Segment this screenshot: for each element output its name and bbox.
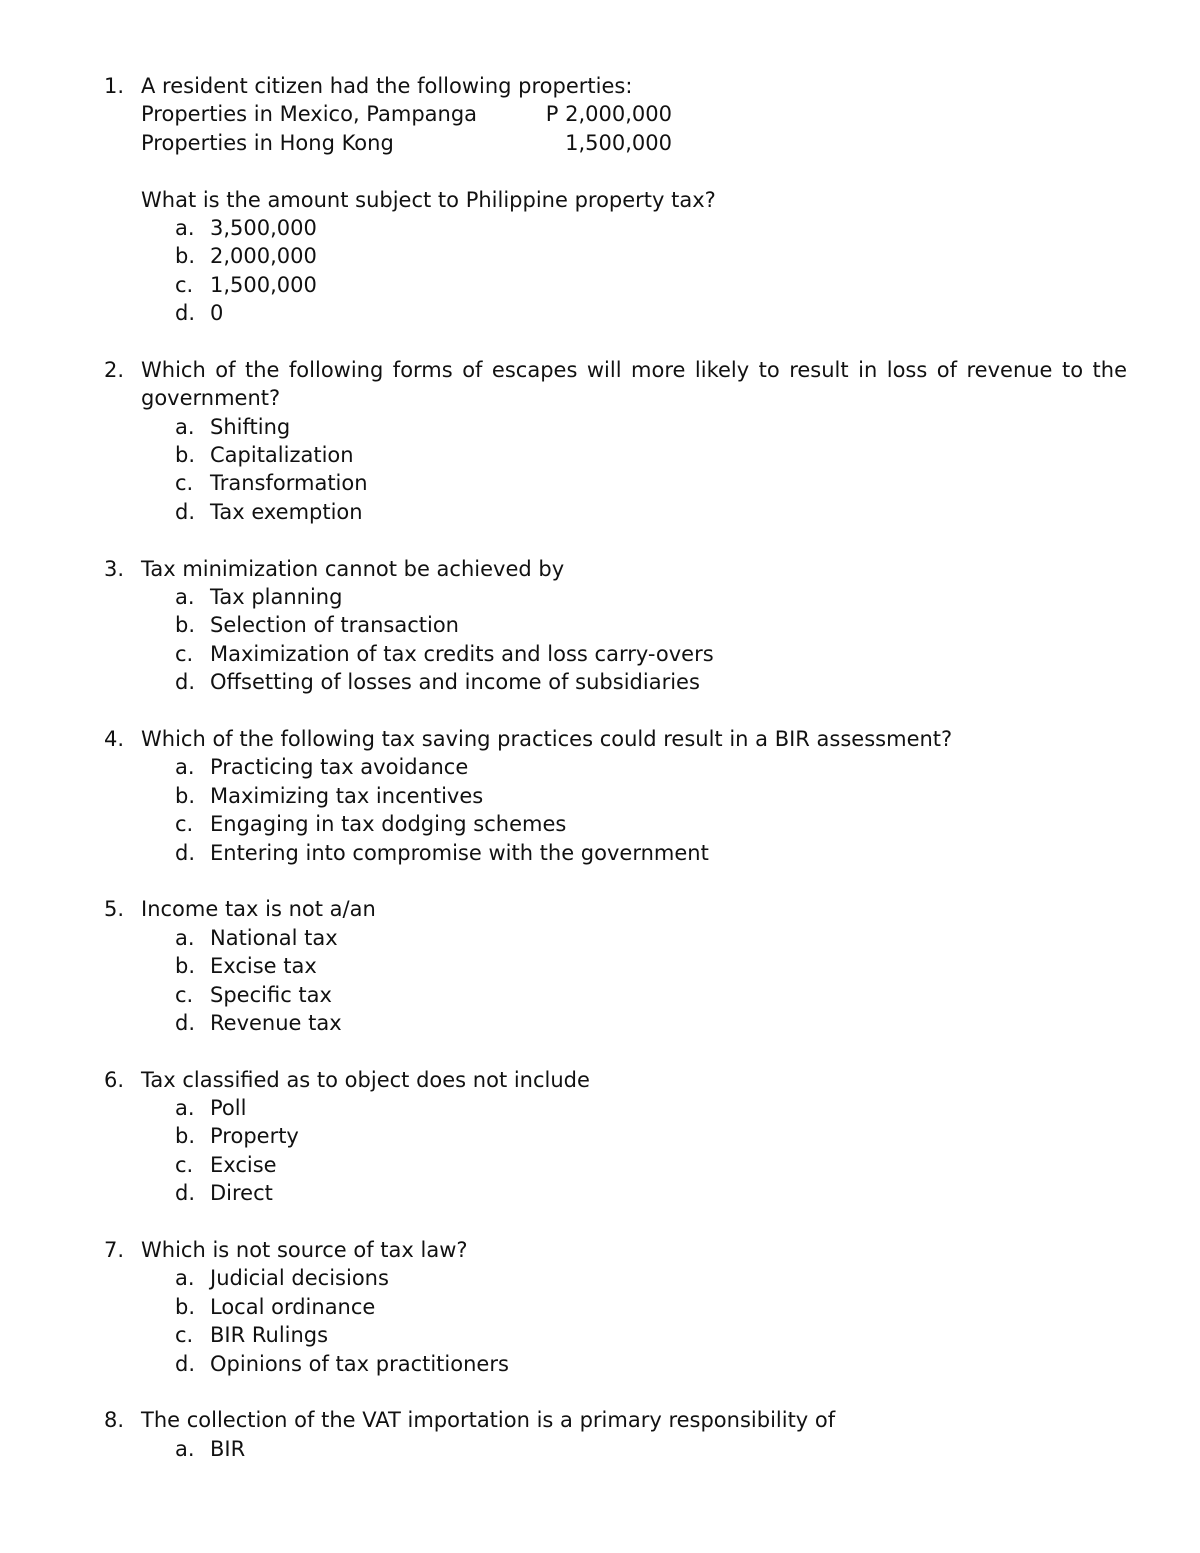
option-letter: b.: [175, 443, 196, 468]
option-item: [0, 299, 1200, 327]
option-item: [0, 1179, 1200, 1207]
option-item: [0, 413, 1200, 441]
question-number: 1.: [104, 74, 125, 98]
option-letter: d.: [175, 499, 196, 524]
option-letter: a.: [175, 215, 195, 240]
option-text: 1,500,000: [210, 272, 317, 297]
option-text: Direct: [210, 1181, 273, 1206]
question-1: [0, 72, 1200, 328]
option-text: Judicial decisions: [210, 1266, 389, 1291]
option-item: [0, 469, 1200, 497]
question-prompt: What is the amount subject to Philippine property tax?: [141, 187, 716, 212]
question-7: [0, 1236, 1200, 1378]
question-5: [0, 895, 1200, 1037]
option-text: Property: [210, 1124, 299, 1149]
option-item: [0, 640, 1200, 668]
quiz-page: [0, 72, 1200, 1463]
question-number: 5.: [104, 897, 125, 922]
option-item: [0, 498, 1200, 526]
option-item: [0, 583, 1200, 611]
option-text: National tax: [210, 925, 338, 950]
option-letter: d.: [175, 1181, 196, 1206]
option-text: Selection of transaction: [210, 613, 459, 638]
option-letter: a.: [175, 1266, 195, 1291]
option-text: Revenue tax: [210, 1010, 342, 1035]
option-text: BIR Rulings: [210, 1323, 329, 1348]
option-item: [0, 782, 1200, 810]
option-letter: c.: [175, 812, 194, 837]
option-text: BIR: [210, 1436, 246, 1461]
option-text: Poll: [210, 1096, 247, 1121]
property-value: P 2,000,000: [545, 102, 672, 127]
option-item: [0, 1293, 1200, 1321]
option-text: Maximizing tax incentives: [210, 783, 484, 808]
option-letter: b.: [175, 1124, 196, 1149]
question-6: [0, 1066, 1200, 1208]
option-item: [0, 668, 1200, 696]
question-number: 2.: [104, 357, 125, 382]
question-number: 7.: [104, 1238, 125, 1263]
option-letter: a.: [175, 414, 195, 439]
option-item: [0, 611, 1200, 639]
option-letter: d.: [175, 1010, 196, 1035]
option-text: Excise: [210, 1152, 277, 1177]
option-letter: c.: [175, 471, 194, 496]
option-item: [0, 952, 1200, 980]
option-letter: d.: [175, 1351, 196, 1376]
option-item: [0, 810, 1200, 838]
option-letter: b.: [175, 244, 196, 269]
option-item: [0, 1151, 1200, 1179]
option-letter: b.: [175, 954, 196, 979]
option-text: Tax planning: [210, 585, 343, 610]
option-text: Specific tax: [210, 982, 332, 1007]
option-letter: c.: [175, 641, 194, 666]
option-text: 3,500,000: [210, 215, 317, 240]
option-text: Excise tax: [210, 954, 317, 979]
option-letter: d.: [175, 301, 196, 326]
option-item: [0, 214, 1200, 242]
option-letter: a.: [175, 925, 195, 950]
option-item: [0, 242, 1200, 270]
question-text: Tax minimization cannot be achieved by: [141, 556, 565, 581]
question-number: 8.: [104, 1408, 125, 1433]
option-item: [0, 1122, 1200, 1150]
property-row: [0, 100, 1200, 128]
question-text-continued: government?: [141, 386, 281, 411]
option-text: Shifting: [210, 414, 291, 439]
option-text: Entering into compromise with the government: [210, 840, 709, 865]
question-2: [0, 356, 1200, 526]
option-text: 0: [210, 301, 224, 326]
question-number: 4.: [104, 726, 125, 751]
option-text: Opinions of tax practitioners: [210, 1351, 509, 1376]
question-3: [0, 555, 1200, 697]
question-text: A resident citizen had the following properties:: [141, 74, 633, 98]
question-text: Which of the following tax saving practices could result in a BIR assessment?: [141, 726, 953, 751]
option-letter: b.: [175, 613, 196, 638]
option-item: [0, 1264, 1200, 1292]
option-text: Local ordinance: [210, 1294, 376, 1319]
option-letter: c.: [175, 1323, 194, 1348]
option-letter: a.: [175, 1436, 195, 1461]
option-item: [0, 271, 1200, 299]
property-label: Properties in Mexico, Pampanga: [141, 102, 478, 127]
option-item: [0, 1435, 1200, 1463]
option-text: Tax exemption: [210, 499, 363, 524]
option-letter: d.: [175, 840, 196, 865]
question-4: [0, 725, 1200, 867]
option-text: Practicing tax avoidance: [210, 755, 469, 780]
option-letter: a.: [175, 585, 195, 610]
question-8: [0, 1406, 1200, 1463]
option-item: [0, 1321, 1200, 1349]
option-item: [0, 1009, 1200, 1037]
option-text: Engaging in tax dodging schemes: [210, 812, 567, 837]
question-number: 6.: [104, 1067, 125, 1092]
option-letter: c.: [175, 982, 194, 1007]
option-letter: c.: [175, 1152, 194, 1177]
option-letter: b.: [175, 783, 196, 808]
option-text: Transformation: [210, 471, 368, 496]
question-text: The collection of the VAT importation is a primary responsibility of: [141, 1408, 836, 1433]
question-text: Tax classified as to object does not include: [141, 1067, 590, 1092]
option-letter: b.: [175, 1294, 196, 1319]
question-text: Which of the following forms of escapes will more likely to result in loss of revenue to the: [141, 357, 1127, 382]
option-text: Capitalization: [210, 443, 354, 468]
question-number: 3.: [104, 556, 125, 581]
option-text: 2,000,000: [210, 244, 317, 269]
option-text: Maximization of tax credits and loss carry-overs: [210, 641, 714, 666]
option-item: [0, 1350, 1200, 1378]
property-row: [0, 129, 1200, 157]
question-text: Income tax is not a/an: [141, 897, 376, 922]
option-item: [0, 1094, 1200, 1122]
option-letter: c.: [175, 272, 194, 297]
option-text: Offsetting of losses and income of subsidiaries: [210, 670, 700, 695]
option-letter: d.: [175, 670, 196, 695]
option-item: [0, 924, 1200, 952]
option-item: [0, 441, 1200, 469]
property-value: 1,500,000: [565, 130, 672, 155]
option-item: [0, 839, 1200, 867]
option-item: [0, 981, 1200, 1009]
question-text: Which is not source of tax law?: [141, 1238, 468, 1263]
option-letter: a.: [175, 755, 195, 780]
option-letter: a.: [175, 1096, 195, 1121]
property-label: Properties in Hong Kong: [141, 130, 394, 155]
option-item: [0, 753, 1200, 781]
